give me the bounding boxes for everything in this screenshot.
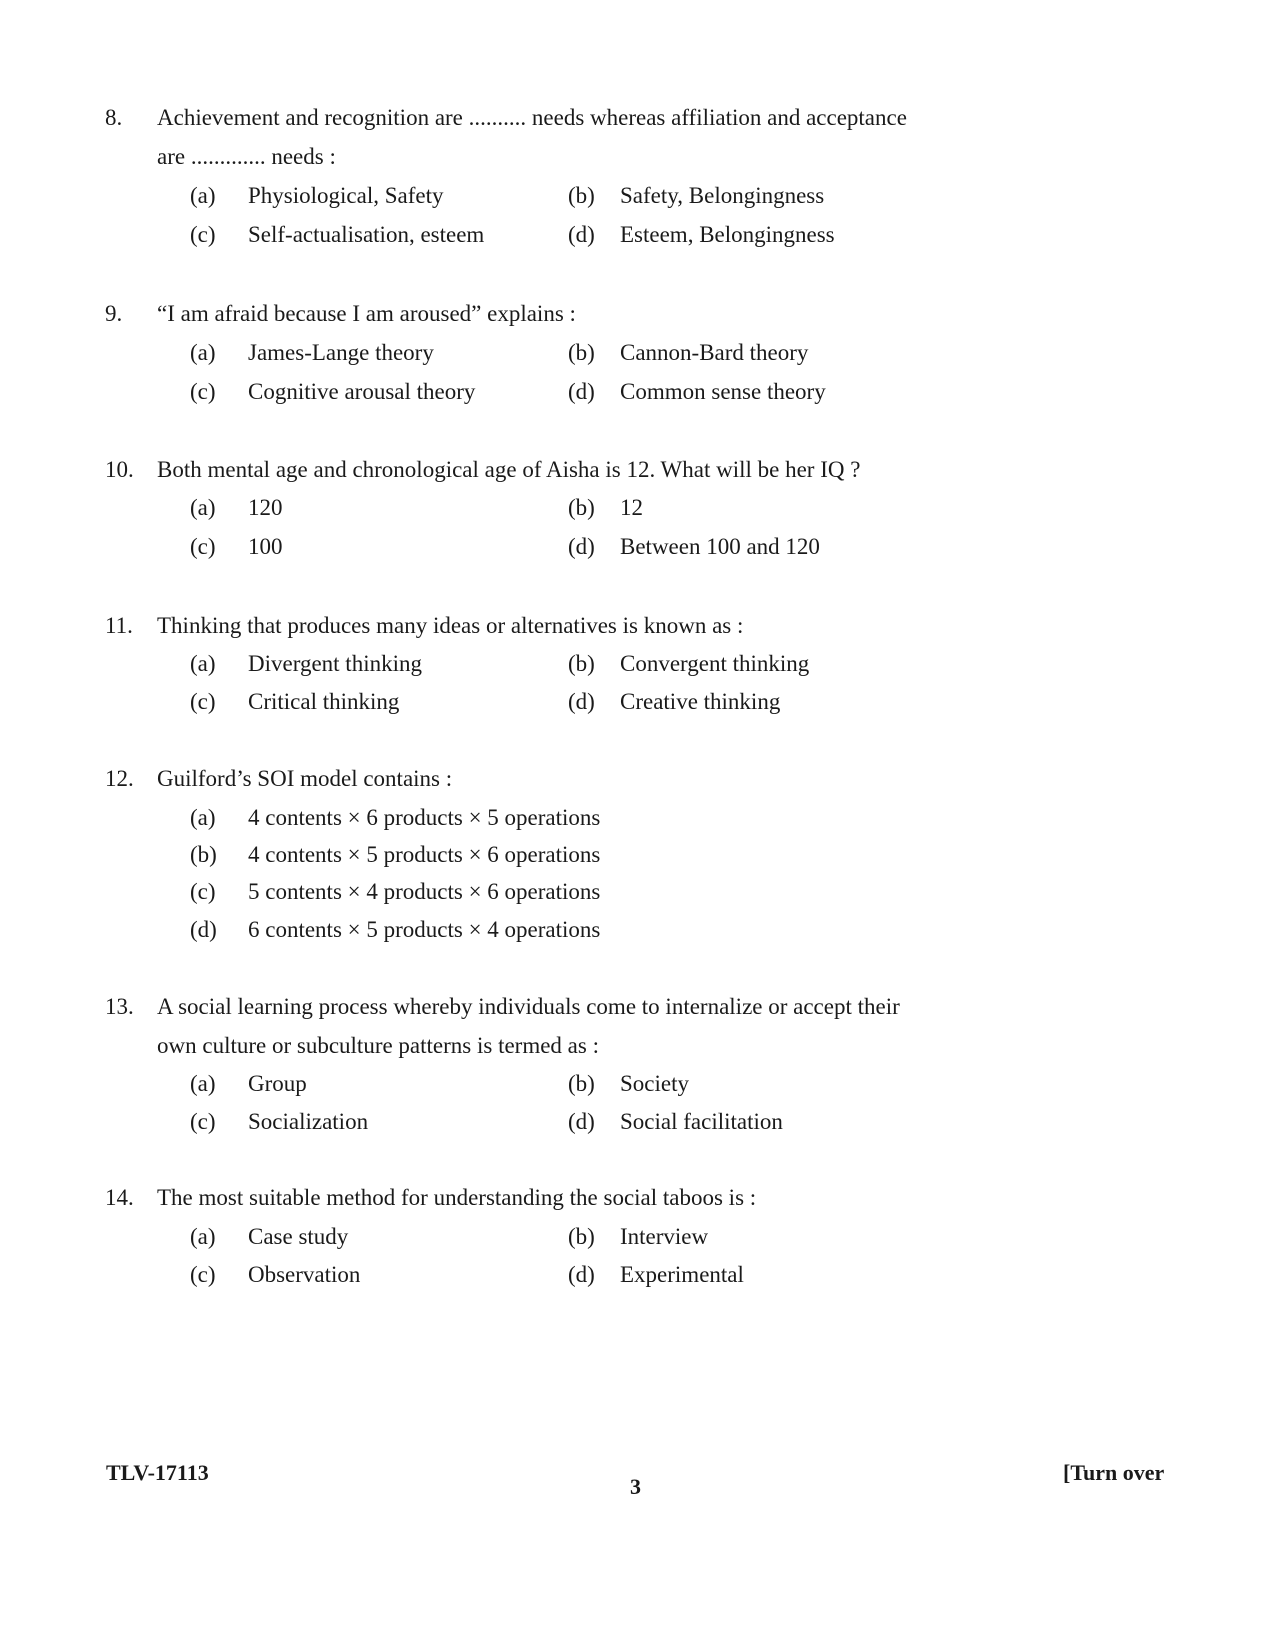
- q13-option-b-label: (b): [568, 1071, 595, 1096]
- q8-option-a: Physiological, Safety: [248, 183, 444, 208]
- q10-option-b: 12: [620, 495, 643, 520]
- q11-option-c: Critical thinking: [248, 689, 400, 714]
- q12-option-d-label: (d): [190, 917, 217, 942]
- q14-option-b-label: (b): [568, 1224, 595, 1249]
- question-10-text: Both mental age and chronological age of Aisha is 12. What will be her IQ ?: [157, 457, 861, 482]
- q13-option-a: Group: [248, 1071, 307, 1096]
- q11-option-c-label: (c): [190, 689, 216, 714]
- q14-option-a-label: (a): [190, 1224, 216, 1249]
- q11-option-d-label: (d): [568, 689, 595, 714]
- question-14-number: 14.: [105, 1185, 134, 1210]
- q10-option-c-label: (c): [190, 534, 216, 559]
- q9-option-c-label: (c): [190, 379, 216, 404]
- question-8-text-cont: are ............. needs :: [157, 144, 336, 169]
- q10-option-b-label: (b): [568, 495, 595, 520]
- q9-option-c: Cognitive arousal theory: [248, 379, 476, 404]
- q12-option-c: 5 contents × 4 products × 6 operations: [248, 879, 601, 904]
- q10-option-d: Between 100 and 120: [620, 534, 820, 559]
- q8-option-c: Self-actualisation, esteem: [248, 222, 485, 247]
- question-12-text: Guilford’s SOI model contains :: [157, 766, 453, 791]
- q10-option-d-label: (d): [568, 534, 595, 559]
- q8-option-a-label: (a): [190, 183, 216, 208]
- q14-option-d: Experimental: [620, 1262, 744, 1287]
- q9-option-b-label: (b): [568, 340, 595, 365]
- q11-option-d: Creative thinking: [620, 689, 781, 714]
- question-9-text: “I am afraid because I am aroused” explains :: [157, 301, 576, 326]
- q9-option-d: Common sense theory: [620, 379, 826, 404]
- q8-option-b-label: (b): [568, 183, 595, 208]
- page-number: 3: [630, 1474, 641, 1499]
- q9-option-a-label: (a): [190, 340, 216, 365]
- q14-option-d-label: (d): [568, 1262, 595, 1287]
- q10-option-a: 120: [248, 495, 283, 520]
- q11-option-b: Convergent thinking: [620, 651, 810, 676]
- q14-option-c: Observation: [248, 1262, 361, 1287]
- question-8-number: 8.: [105, 105, 123, 130]
- question-13-text-cont: own culture or subculture patterns is termed as :: [157, 1033, 599, 1058]
- q11-option-a: Divergent thinking: [248, 651, 422, 676]
- q13-option-a-label: (a): [190, 1071, 216, 1096]
- q13-option-c-label: (c): [190, 1109, 216, 1134]
- q11-option-b-label: (b): [568, 651, 595, 676]
- q8-option-b: Safety, Belongingness: [620, 183, 825, 208]
- q13-option-d: Social facilitation: [620, 1109, 783, 1134]
- q13-option-c: Socialization: [248, 1109, 369, 1134]
- question-9-number: 9.: [105, 301, 123, 326]
- question-14-text: The most suitable method for understanding the social taboos is :: [157, 1185, 757, 1210]
- q10-option-c: 100: [248, 534, 283, 559]
- q12-option-b: 4 contents × 5 products × 6 operations: [248, 842, 601, 867]
- q10-option-a-label: (a): [190, 495, 216, 520]
- question-8-text: Achievement and recognition are .......... needs whereas affiliation and acceptance: [157, 105, 907, 130]
- q12-option-a: 4 contents × 6 products × 5 operations: [248, 805, 601, 830]
- q8-option-c-label: (c): [190, 222, 216, 247]
- q13-option-d-label: (d): [568, 1109, 595, 1134]
- q9-option-a: James-Lange theory: [248, 340, 434, 365]
- question-11-text: Thinking that produces many ideas or alternatives is known as :: [157, 613, 744, 638]
- q8-option-d-label: (d): [568, 222, 595, 247]
- paper-code: TLV-17113: [106, 1460, 209, 1485]
- question-12-number: 12.: [105, 766, 134, 791]
- q12-option-d: 6 contents × 5 products × 4 operations: [248, 917, 601, 942]
- q12-option-b-label: (b): [190, 842, 217, 867]
- q13-option-b: Society: [620, 1071, 689, 1096]
- q14-option-b: Interview: [620, 1224, 709, 1249]
- q12-option-c-label: (c): [190, 879, 216, 904]
- q9-option-b: Cannon-Bard theory: [620, 340, 809, 365]
- q9-option-d-label: (d): [568, 379, 595, 404]
- turn-over-note: [Turn over: [1063, 1460, 1165, 1485]
- q14-option-a: Case study: [248, 1224, 349, 1249]
- question-13-number: 13.: [105, 994, 134, 1019]
- q8-option-d: Esteem, Belongingness: [620, 222, 835, 247]
- q12-option-a-label: (a): [190, 805, 216, 830]
- q11-option-a-label: (a): [190, 651, 216, 676]
- question-10-number: 10.: [105, 457, 134, 482]
- question-13-text: A social learning process whereby individuals come to internalize or accept their: [157, 994, 900, 1019]
- question-11-number: 11.: [105, 613, 133, 638]
- q14-option-c-label: (c): [190, 1262, 216, 1287]
